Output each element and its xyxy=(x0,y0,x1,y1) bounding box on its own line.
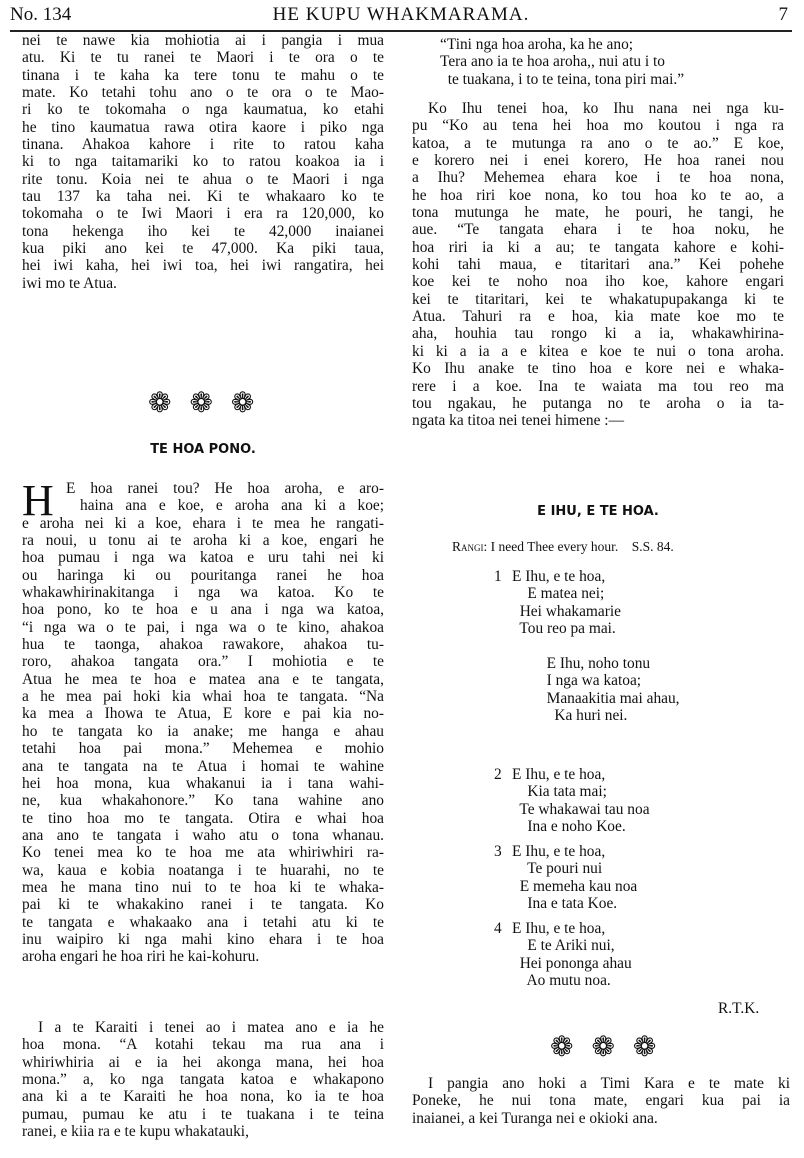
text-line: ana ano te tangata i waho atu o tona whanau. xyxy=(22,826,384,844)
text-line: ou haringa ki ou pouritanga ranei he hoa xyxy=(22,566,384,584)
text-line: I pangia ano hoki a Timi Kara e te mate ki xyxy=(428,1075,790,1092)
text-line: ana ki a te Karaiti he hoa nona, ko ia te hoa xyxy=(22,1088,384,1106)
text-line: tou ngakau, he putanga no te aroha o ia ta- xyxy=(412,394,784,412)
text-line: Poneke, he nui tona mate, engari kua pai ia xyxy=(412,1092,790,1110)
text-line: ranei, e kiia ra e te kupu whakatauki, xyxy=(22,1123,249,1141)
text-line: ho te tangata ko ia anake; me hanga e ahau xyxy=(22,722,384,740)
ornament-divider: ❁❁❁ xyxy=(148,388,273,419)
text-line: mona.” a, ko nga tangata katoa e whakapono xyxy=(22,1071,384,1089)
text-line: whakawhirinakitanga i nga wa katoa. Ko te xyxy=(22,584,384,602)
text-line: ka mea a Ihowa te Atua, E kore e pai kia no- xyxy=(22,705,384,723)
text-line: he tino kaumatua rawa otira kaore i piko nga xyxy=(22,118,384,136)
text-line: Atua he mea te hoa e matea ana e te tangata, xyxy=(22,670,384,688)
text-line: ki to nga taitamariki ko to ratou koakoa ia i xyxy=(22,153,384,171)
text-line: hei iwi kaha, hei iwi toa, hei iwi rangatira, hei xyxy=(22,257,384,275)
text-line: Ko tenei mea ko te hoa me ata whiriwhiri ra- xyxy=(22,844,384,862)
text-line: hoa riri ia ki a au; te tangata kahore e kohi- xyxy=(412,238,784,256)
text-line: tinana. Ahakoa kahore i rite to ratou kaha xyxy=(22,136,384,154)
text-line: hoa pono, ko te hoa e u ana i nga wa katoa, xyxy=(22,601,384,619)
text-line: Ko Ihu tenei hoa, ko Ihu nana nei nga ku- xyxy=(428,100,784,117)
text-line: tinana i te kaha ka tere tonu te mahu o te xyxy=(22,66,384,84)
text-line: ne, kua whakahonore.” Ko tana wahine ano xyxy=(22,792,384,810)
text-line: tau 137 ka taha nei. Ki te whakaaro ko te xyxy=(22,188,384,206)
text-line: pai ki te whakakino ranei i te tangata. Ko xyxy=(22,896,384,914)
page-header xyxy=(10,4,792,32)
text-line: pumau, pumau ke atu i te tuakana i te teina xyxy=(22,1105,384,1123)
text-line: kohi tahi maua, e titaritari ana.” Kei pohehe xyxy=(412,256,784,274)
text-line: haina ana e koe, e aroha ana ki a koe; xyxy=(80,497,384,515)
text-line: iwi mo te Atua. xyxy=(22,274,117,292)
issue-number: No. 134 xyxy=(10,4,72,25)
text-line: Atua. Tahuri ra e hoa, kia mate koe mo te xyxy=(412,308,784,326)
publication-title: HE KUPU WHAKMARAMA. xyxy=(272,4,530,25)
right-paragraph-1 xyxy=(412,100,784,430)
text-line: mea he mana tino nui to te hoa ki te whaka- xyxy=(22,878,384,896)
left-paragraph-2-intro xyxy=(66,480,384,515)
text-line: roro, ahakoa tangata ora.” I mohiotia e te xyxy=(22,653,384,671)
text-line: te tangata e whakaako ana i tetahi atu ki te xyxy=(22,913,384,931)
ornament-divider-right: ❁❁❁ xyxy=(550,1032,675,1063)
verse-text: E Ihu, e te hoa, Kia tata mai; Te whakawai tau noa Ina e noho Koe. xyxy=(512,766,650,836)
quote-line: “Tini nga hoa aroha, ka he ano; xyxy=(440,36,634,53)
hymn-title: E IHU, E TE HOA. xyxy=(537,504,659,519)
text-line: aroha engari he hoa riri he kai-kohuru. xyxy=(22,948,260,966)
text-line: ki ki a ia a e kitea e koe te nui o tona aroha. xyxy=(412,342,784,360)
text-line: e korero nei i enei korero, He hoa ranei nou xyxy=(412,152,784,170)
drop-cap: H xyxy=(22,476,54,525)
tune-name: I need Thee every hour. xyxy=(490,539,619,554)
verse-text: E Ihu, e te hoa, E matea nei; Hei whakamarie Tou reo pa mai. E Ihu, noho tonu I nga wa katoa; Manaakitia mai ahau, Ka huri nei. xyxy=(512,568,680,725)
text-line: e aroha nei ki a koe, ehara i te mea he rangati- xyxy=(22,514,384,532)
text-line: E hoa ranei tou? He hoa aroha, e aro- xyxy=(66,480,384,497)
text-line: te tino hoa mo te tangata. Otira e whai hoa xyxy=(22,809,384,827)
verse-text: E Ihu, e te hoa, Te pouri nui E memeha kau noa Ina e tata Koe. xyxy=(512,843,638,913)
text-line: rite tonu. Koia nei te ahua o te Maori i nga xyxy=(22,170,384,188)
text-line: tokomaha o te Iwi Maori i era ra 120,000, ko xyxy=(22,205,384,223)
text-line: Ko Ihu anake te tino hoa e kore nei e whaka- xyxy=(412,360,784,378)
text-line: tona hekenga iho kei te 42,000 inaianei xyxy=(22,222,384,240)
left-paragraph-1 xyxy=(22,32,384,292)
quote-verse xyxy=(440,36,684,88)
text-line: ra noui, u tonu ai te aroha ki a koe, engari he xyxy=(22,532,384,550)
text-line: ana te tangata na te Atua i homai te wahine xyxy=(22,757,384,775)
text-line: a he mea pai hoki kia whai hoa te tangata. “Na xyxy=(22,688,384,706)
right-paragraph-2 xyxy=(412,1075,790,1127)
hymn-tune xyxy=(452,539,674,555)
text-line: koe kei te noho noa iho koe, kahore engari xyxy=(412,273,784,291)
text-line: inaianei, a kei Turanga nei e okioki ana. xyxy=(412,1109,658,1127)
left-paragraph-3 xyxy=(22,1019,384,1140)
text-line: kua piki ano kei te 47,000. Ka piki taua, xyxy=(22,240,384,258)
text-line: aue. “Te tangata ehara i te hoa noku, he xyxy=(412,221,784,239)
tune-ref: S.S. 84. xyxy=(631,539,674,554)
text-line: atu. Ki te tu ranei te Maori i te ora o te xyxy=(22,49,384,67)
verse-text: E Ihu, e te hoa, E te Ariki nui, Hei pononga ahau Ao mutu noa. xyxy=(512,920,632,990)
quote-line: te tuakana, i to te teina, tona piri mai.” xyxy=(440,70,685,88)
text-line: nei te nawe kia mohiotia ai i pangia i mua xyxy=(22,32,384,49)
verse-number: 1 xyxy=(494,568,502,585)
text-line: hei hoa mona, kua whakanui ia i tana wahi- xyxy=(22,774,384,792)
text-line: pu “Ko au tena hei hoa mo koutou i nga ra xyxy=(412,117,784,135)
text-line: tona mutunga he mate, he pouri, he tangi, he xyxy=(412,204,784,222)
text-line: ri ko te tokomaha o nga kaumatua, ko etahi xyxy=(22,101,384,119)
text-line: aha, houhia tau rongo ki a ia, whakawhirina- xyxy=(412,325,784,343)
text-line: wa, kaua e kobia noatanga i te huarahi, no te xyxy=(22,861,384,879)
page-number: 7 xyxy=(778,4,788,25)
text-line: hoa mona. “A kotahi tekau ma rua ana i xyxy=(22,1036,384,1054)
text-line: hoa pumau i nga wa katoa e uru tahi nei ki xyxy=(22,549,384,567)
text-line: ngata ka titoa nei tenei himene :— xyxy=(412,412,624,430)
article-heading: TE HOA PONO. xyxy=(150,442,256,457)
text-line: rere i a koe. Ina te waiata ma tou reo ma xyxy=(412,377,784,395)
text-line: inu waipiro ki nga mahi kino ehara i te hoa xyxy=(22,930,384,948)
text-line: tetahi hoa pai mona.” Mehemea e mohio xyxy=(22,740,384,758)
text-line: kei te titaritari, kei te whakatupupakanga ki te xyxy=(412,290,784,308)
signature: R.T.K. xyxy=(718,1000,760,1017)
text-line: he hoa riri koe nona, ko tou hoa ko te ao, a xyxy=(412,186,784,204)
text-line: hua te taonga, ahakoa rawakore, ahakoa tu- xyxy=(22,636,384,654)
verse-number: 4 xyxy=(494,920,502,937)
quote-line: Tera ano ia te hoa aroha,, nui atu i to xyxy=(440,53,665,71)
text-line: whiriwhiria ai e ia hei akonga mana, hei hoa xyxy=(22,1053,384,1071)
text-line: I a te Karaiti i tenei ao i matea ano e ia he xyxy=(38,1019,384,1036)
verse-number: 3 xyxy=(494,843,502,860)
verse-number: 2 xyxy=(494,766,502,783)
text-line: a Ihu? Mehemea ehara koe i te hoa nona, xyxy=(412,169,784,187)
text-line: katoa, a te mutunga ra ano o te ao.” E koe, xyxy=(412,134,784,152)
tune-label: Rangi: xyxy=(452,539,488,554)
left-paragraph-2 xyxy=(22,515,384,966)
text-line: mate. Ko tetahi tohu ano o te ora o te Mao- xyxy=(22,84,384,102)
text-line: “i nga wa o te pai, i nga wa o te kino, ahakoa xyxy=(22,618,384,636)
